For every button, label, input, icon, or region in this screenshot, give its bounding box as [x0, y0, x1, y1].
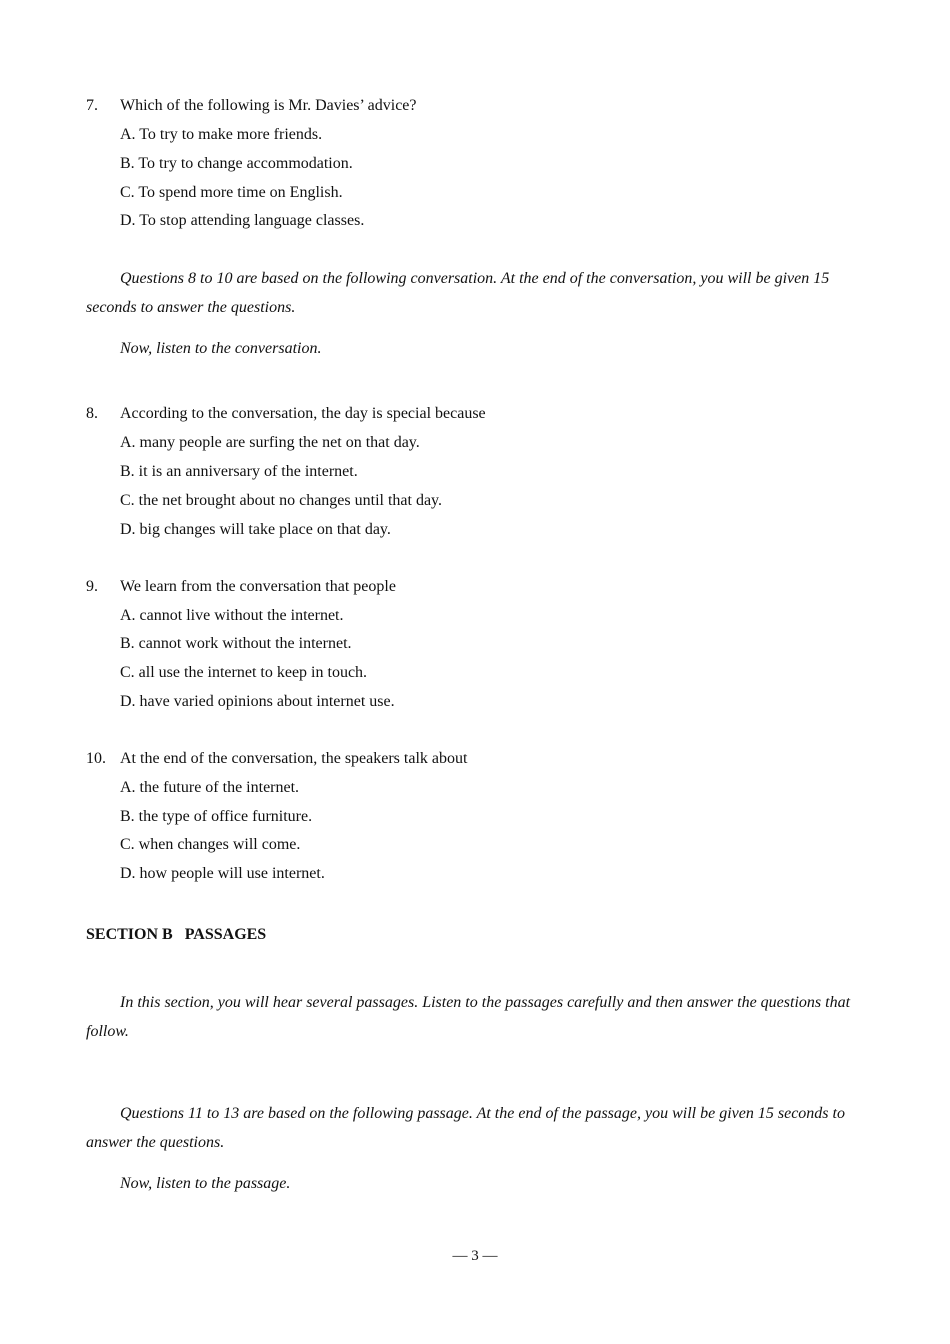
option-a: A. the future of the internet.	[120, 779, 300, 796]
option-d: D. big changes will take place on that day.	[120, 521, 391, 538]
question-number: 10.	[86, 750, 106, 767]
question-stem	[86, 748, 467, 770]
question-number: 9.	[86, 578, 98, 595]
question-text: We learn from the conversation that people	[120, 578, 396, 595]
page-number: — 3 —	[452, 1248, 498, 1264]
option-d: D. how people will use internet.	[120, 865, 325, 882]
option-a: A. many people are surfing the net on that day.	[120, 434, 420, 451]
conversation-instructions	[86, 264, 861, 322]
instruction-text: Questions 11 to 13 are based on the following passage. At the end of the passage, you will be given 15 seconds to answer the questions.	[86, 1105, 845, 1151]
listen-passage-prompt: Now, listen to the passage.	[120, 1175, 291, 1192]
passage-instructions	[86, 1099, 861, 1157]
option-b: B. To try to change accommodation.	[120, 155, 353, 172]
option-c: C. To spend more time on English.	[120, 184, 343, 201]
instruction-text: In this section, you will hear several passages. Listen to the passages carefully and then answer the questions that follow.	[86, 994, 851, 1040]
question-stem	[86, 95, 417, 117]
instruction-text: Questions 8 to 10 are based on the following conversation. At the end of the conversation, you will be given 15 seconds to answer the questions.	[86, 270, 830, 316]
option-b: B. cannot work without the internet.	[120, 635, 352, 652]
option-a: A. To try to make more friends.	[120, 126, 323, 143]
option-a: A. cannot live without the internet.	[120, 607, 344, 624]
option-b: B. it is an anniversary of the internet.	[120, 463, 358, 480]
question-text: Which of the following is Mr. Davies’ advice?	[120, 97, 417, 114]
option-d: D. To stop attending language classes.	[120, 212, 365, 229]
option-c: C. the net brought about no changes until that day.	[120, 492, 443, 509]
section-b-instructions	[86, 988, 861, 1046]
question-number: 8.	[86, 405, 98, 422]
section-b-heading: SECTION B PASSAGES	[86, 926, 267, 943]
listen-conversation-prompt: Now, listen to the conversation.	[120, 340, 322, 357]
question-stem	[86, 576, 396, 598]
option-d: D. have varied opinions about internet use.	[120, 693, 395, 710]
question-stem	[86, 403, 486, 425]
question-number: 7.	[86, 97, 98, 114]
question-text: According to the conversation, the day is special because	[120, 405, 486, 422]
option-c: C. when changes will come.	[120, 836, 301, 853]
question-text: At the end of the conversation, the speakers talk about	[120, 750, 468, 767]
option-c: C. all use the internet to keep in touch.	[120, 664, 368, 681]
option-b: B. the type of office furniture.	[120, 808, 313, 825]
